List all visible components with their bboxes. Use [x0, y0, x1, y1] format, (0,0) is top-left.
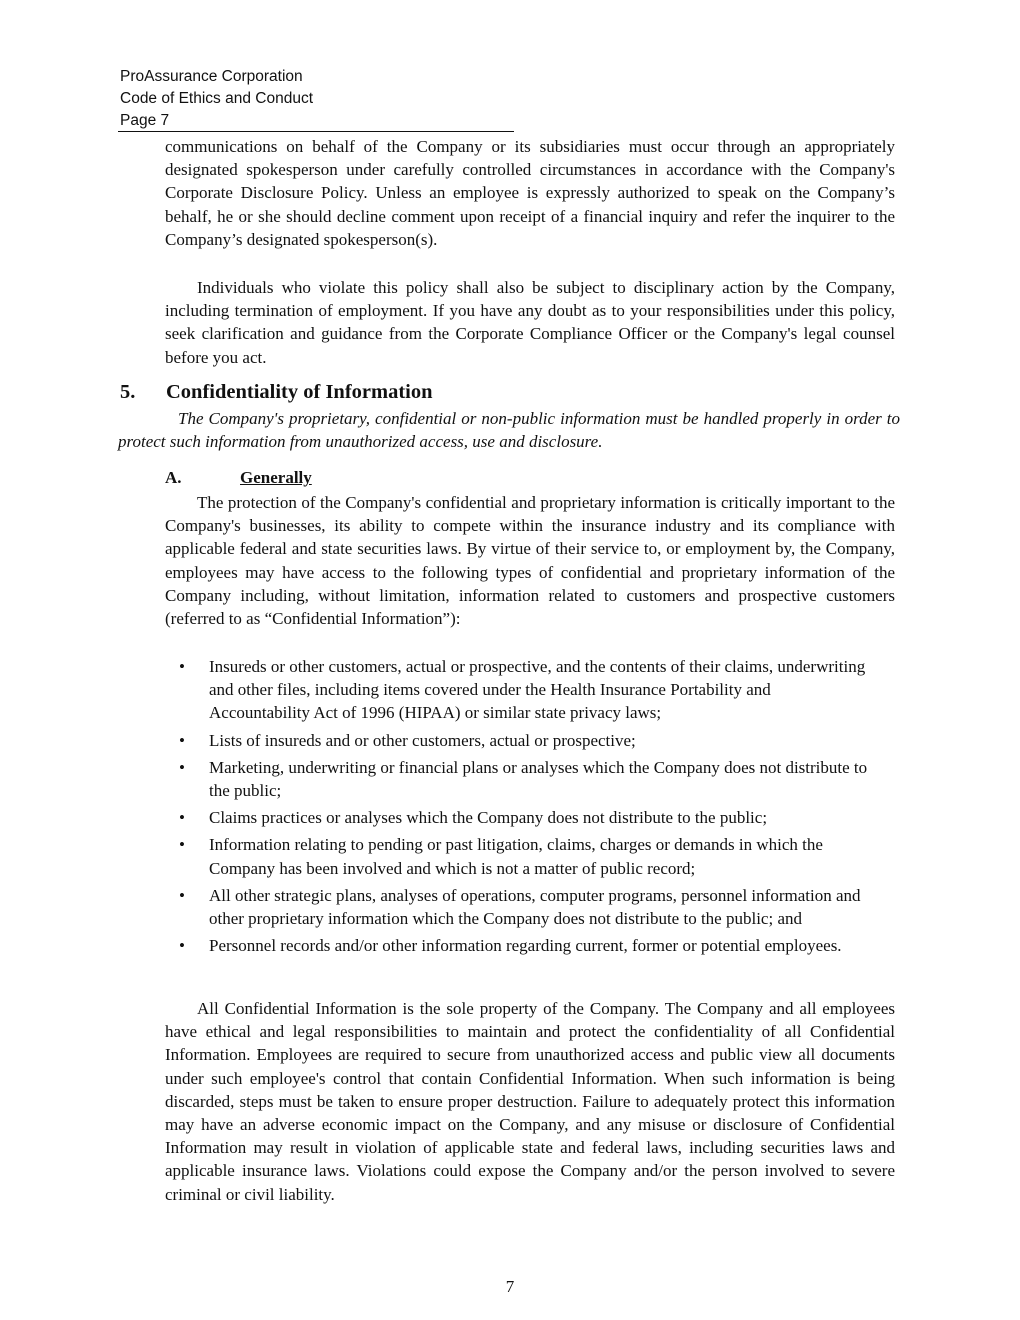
bullet-icon: •: [179, 757, 185, 777]
header-page-label: Page 7: [120, 112, 170, 129]
generally-paragraph: The protection of the Company's confidential and proprietary information is critically important to the Company's businesses, its ability to compete within the insurance industry and its compliance with applicable federal and state securities laws. By virtue of their service to, or employment by, the Company, employees may have access to the following types of confidential and proprietary information of the Company including, without limitation, information related to customers and prospective customers (referred to as “Confidential Information”):: [165, 493, 895, 629]
list-item: • Insureds or other customers, actual or prospective, and the contents of their claims, underwriting and other files, including items covered under the Health Insurance Portability and Accountability Act of 1996 (HIPAA) or similar state privacy laws;: [179, 657, 866, 723]
bullet-icon: •: [179, 730, 185, 750]
list-item: • Claims practices or analyses which the Company does not distribute to the public;: [165, 806, 875, 829]
continuation-paragraph: communications on behalf of the Company or its subsidiaries must occur through an appropriately designated spokesperson under carefully controlled circumstances in accordance with the Company's Corporate Disclosure Policy. Unless an employee is expressly authorized to speak on the Company’s behalf, he or she should decline comment upon receipt of a financial inquiry and refer the inquirer to the Company’s designated spokesperson(s).: [165, 137, 895, 249]
confidential-info-list: [165, 655, 875, 961]
list-item: • Personnel records and/or other information regarding current, former or potential employees.: [165, 934, 875, 957]
list-item: • Information relating to pending or past litigation, claims, charges or demands in which the Company has been involved and which is not a matter of public record;: [179, 835, 823, 878]
section-number: 5.: [120, 381, 136, 403]
header-company: ProAssurance Corporation: [120, 68, 303, 85]
bullet-icon: •: [179, 657, 185, 676]
section-heading: [120, 379, 433, 405]
subsection-heading: [165, 466, 312, 489]
list-item: • Marketing, underwriting or financial plans or analyses which the Company does not distribute to the public;: [179, 757, 868, 801]
section-title: Confidentiality of Information: [166, 381, 433, 403]
list-item: • Lists of insureds and or other customers, actual or prospective;: [165, 729, 875, 752]
subsection-title: Generally: [240, 468, 312, 487]
bullet-icon: •: [179, 835, 185, 855]
bullet-icon: •: [179, 885, 185, 905]
closing-paragraph: All Confidential Information is the sole property of the Company. The Company and all employees have ethical and legal responsibilities to maintain and protect the confidentiality of all Confidential Information. Employees are required to secure from unauthorized access and public view all documents under such employee's control that contain Confidential Information. When such information is being discarded, steps must be taken to ensure proper destruction. Failure to adequately protect this information may have an adverse economic impact on the Company, and any misuse or disclosure of Confidential Information may result in violation of applicable state and federal laws, including securities laws and applicable insurance laws. Violations could expose the Company and/or the person involved to severe criminal or civil liability.: [165, 999, 895, 1204]
header-document-title: Code of Ethics and Conduct: [120, 90, 314, 107]
list-item: • All other strategic plans, analyses of operations, computer programs, personnel information and other proprietary information which the Company does not distribute to the public; and: [179, 885, 861, 929]
subsection-letter: A.: [165, 468, 182, 487]
bullet-icon: •: [179, 808, 185, 828]
bullet-icon: •: [179, 936, 185, 956]
header-divider: [118, 131, 514, 132]
discipline-paragraph: Individuals who violate this policy shall also be subject to disciplinary action by the Company, including termination of employment. If you have any doubt as to your responsibilities under this policy, seek clarification and guidance from the Corporate Compliance Officer or the Company's legal counsel before you act.: [165, 278, 895, 367]
running-header: [120, 66, 313, 132]
page-number: 7: [505, 1277, 515, 1296]
section-intro: The Company's proprietary, confidential or non-public information must be handled properly in order to protect such information from unauthorized access, use and disclosure.: [118, 409, 900, 452]
